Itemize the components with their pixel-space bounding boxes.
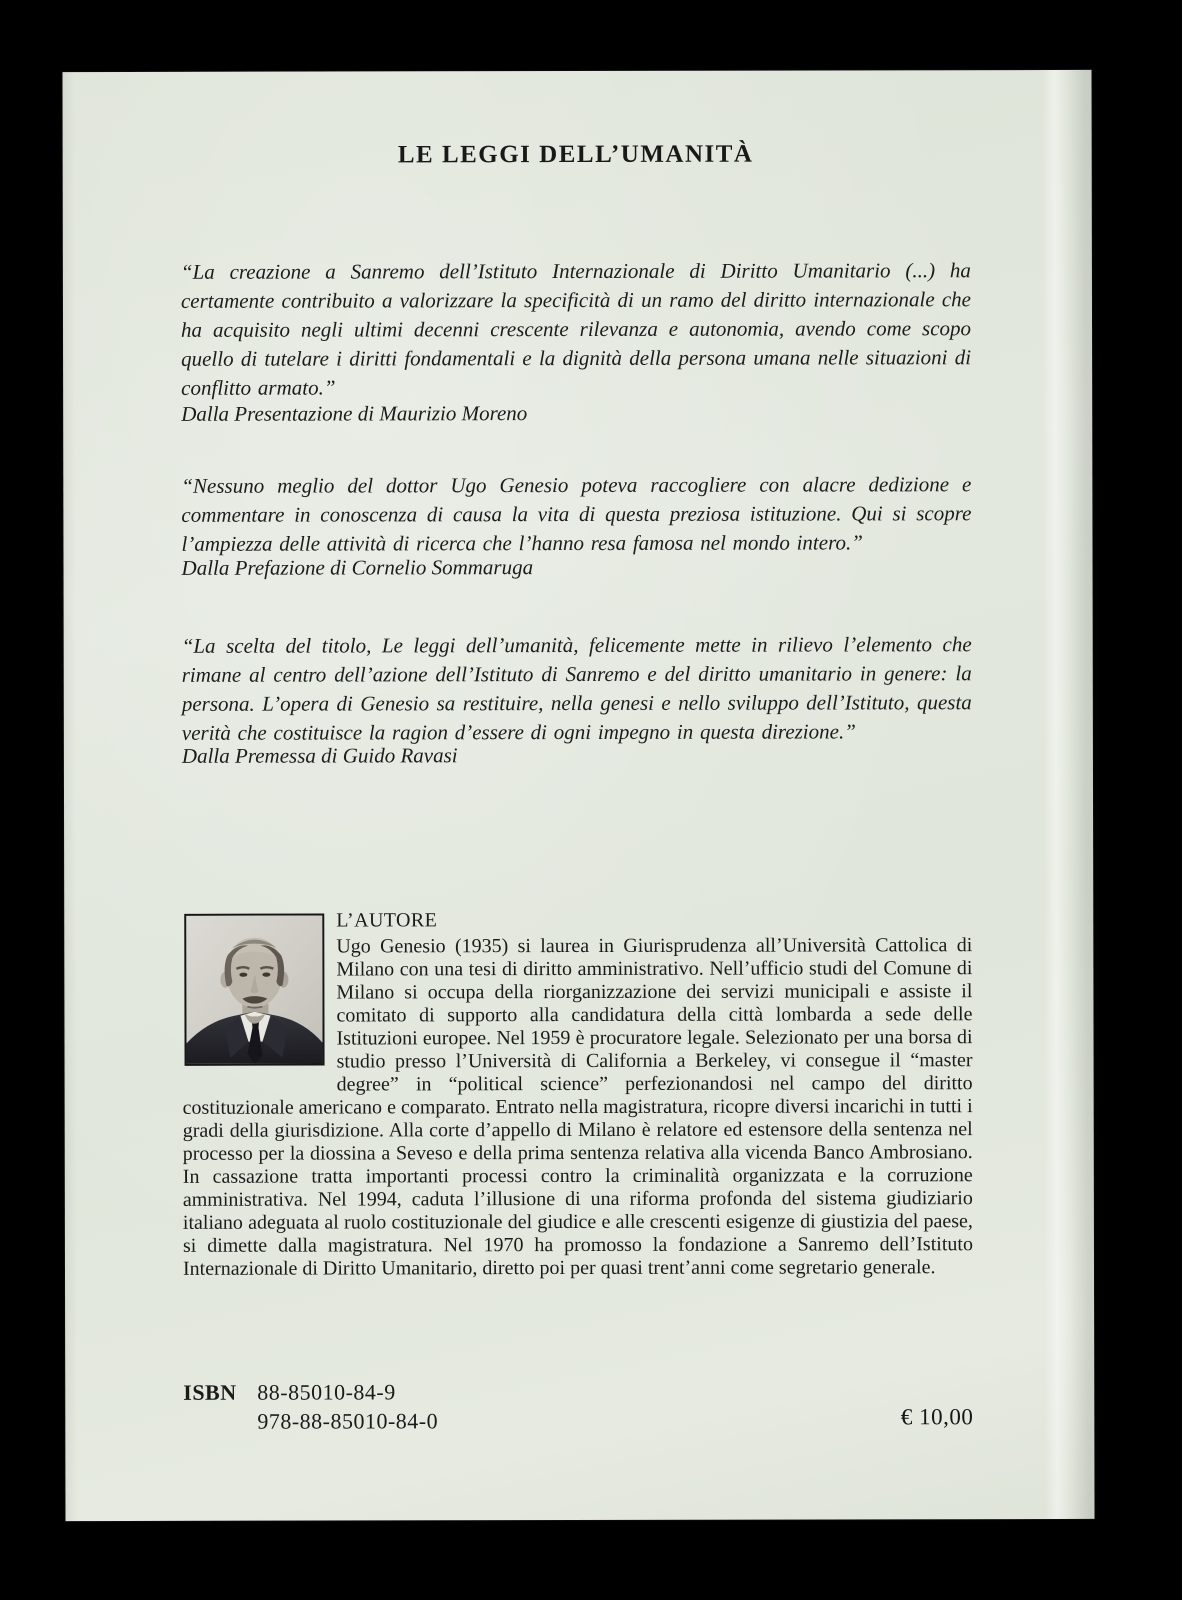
author-portrait-photo (184, 914, 324, 1066)
quote-premessa: “La scelta del titolo, Le leggi dell’umanità, felicemente mette in rilievo l’elemento che rimane al centro dell’azione dell’Istituto di Sanremo e del diritto umanitario in genere: la persona. L’opera di Genesio sa restituire, nella genesi e nello sviluppo dell’Istituto, questa verità che costituisce la ragion d’essere di ogni impegno in questa direzione.” (181, 632, 972, 745)
attribution-premessa: Dalla Premessa di Guido Ravasi (181, 743, 458, 768)
quote-presentazione: “La creazione a Sanremo dell’Istituto Internazionale di Diritto Umanitario (...) ha certamente contribuito a valorizzare la specificità di un ramo del diritto internazionale che ha acquisito negli ultimi decenni crescente rilevanza e autonomia, avendo come scopo quello di tutelare i diritti fondamentali e la dignità della persona umana nelle situazioni di conflitto armato.” (180, 258, 972, 400)
attribution-prefazione: Dalla Prefazione di Cornelio Sommaruga (181, 555, 534, 580)
author-bio-text: Ugo Genesio (1935) si laurea in Giurisprudenza all’Università Cattolica di Milano con una tesi di diritto amministrativo. Nell’ufficio studi del Comune di Milano si occupa della riorganizzazione dei servizi municipali e assiste il comitato di supporto alla candidatura della città lombarda a sede delle Istituzioni europee. Nel 1959 è procuratore legale. Selezionato per una borsa di studio presso l’Università di California a Berkeley, vi consegue il “master degree” in “political science” perfezionandosi nel campo del diritto costituzionale americano e comparato. Entrato nella magistratura, ricopre diversi incarichi in tutti i gradi della giurisdizione. Alla corte d’appello di Milano è relatore ed estensore della sentenza nel processo per la diossina a Seveso e della prima sentenza relativa alla vicenda Banco Ambrosiano. In cassazione tratta importanti processi contro la criminalità organizzata e la corruzione amministrativa. Nel 1994, caduta l’illusione di una riforma profonda del sistema giudiziario italiano adeguata al ruolo costituzionale del giudice e alle crescenti esigenze di giustizia del paese, si dimette dalla magistratura. Nel 1970 ha promosso la fondazione a Sanremo dell’Istituto Internazionale di Diritto Umanitario, diretto poi per quasi trent’anni come segretario generale. (182, 934, 973, 1280)
isbn-10: 88-85010-84-9 (257, 1379, 396, 1405)
author-section (182, 904, 973, 1281)
price: € 10,00 (900, 1404, 974, 1430)
author-heading: L’AUTORE (336, 909, 438, 932)
isbn-13: 978-88-85010-84-0 (257, 1408, 439, 1434)
isbn-price-block (183, 1376, 973, 1436)
attribution-presentazione: Dalla Presentazione di Maurizio Moreno (181, 401, 528, 426)
author-portrait-image (186, 916, 322, 1064)
book-back-cover (62, 70, 1094, 1521)
quote-prefazione: “Nessuno meglio del dottor Ugo Genesio poteva raccogliere con alacre dedizione e commentare in conoscenza di causa la vita di questa preziosa istituzione. Qui si scopre l’ampiezza delle attività di ricerca che l’hanno resa famosa nel mondo intero.” (181, 472, 972, 556)
book-title: LE LEGGI DELL’UMANITÀ (397, 140, 754, 169)
isbn-label: ISBN (183, 1379, 237, 1405)
